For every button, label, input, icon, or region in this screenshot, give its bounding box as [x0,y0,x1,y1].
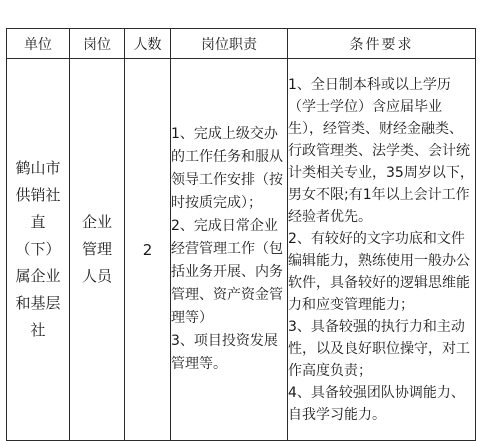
cell-requirements [288,59,476,441]
header-position: 岗位 [70,29,125,59]
header-requirements: 条件要求 [288,29,476,59]
requirement-item: 2、有较好的文字功底和文件编辑能力，熟练使用一般办公软件，具备较好的逻辑思维能力和应变管理能力； [288,230,470,313]
position-text: 企业管理人员 [81,213,112,285]
cell-position [70,59,125,441]
header-row [7,29,476,59]
requirement-item: 3、具备较强的执行力和主动性，以及良好职位操守，对工作高度负责； [288,318,470,379]
duty-item: 1、完成上级交办的工作任务和服从领导工作安排（按时按质完成）； [171,126,283,211]
cell-duties [171,59,288,441]
requirement-item: 4、具备较强团队协调能力、自我学习能力。 [288,384,465,423]
cell-count: 2 [125,59,171,441]
duty-item: 2、完成日常企业经营管理工作（包括业务开展、内务管理、资产资金管理等） [171,218,283,326]
requirement-item: 1、全日制本科或以上学历（学士学位）含应届毕业生），经管类、财经金融类、行政管理类、法学类、会计统计类相关专业，35周岁以下，男女不限;有1年以上会计工作经验者优先。 [288,76,474,225]
header-duties: 岗位职责 [171,29,288,59]
duty-item: 3、项目投资发展管理等。 [171,333,278,372]
header-unit: 单位 [7,29,70,59]
job-table [6,28,476,441]
unit-text: 鹤山市供销社直（下）属企业和基层社 [15,159,61,339]
table-row [7,59,476,441]
cell-unit [7,59,70,441]
header-count: 人数 [125,29,171,59]
